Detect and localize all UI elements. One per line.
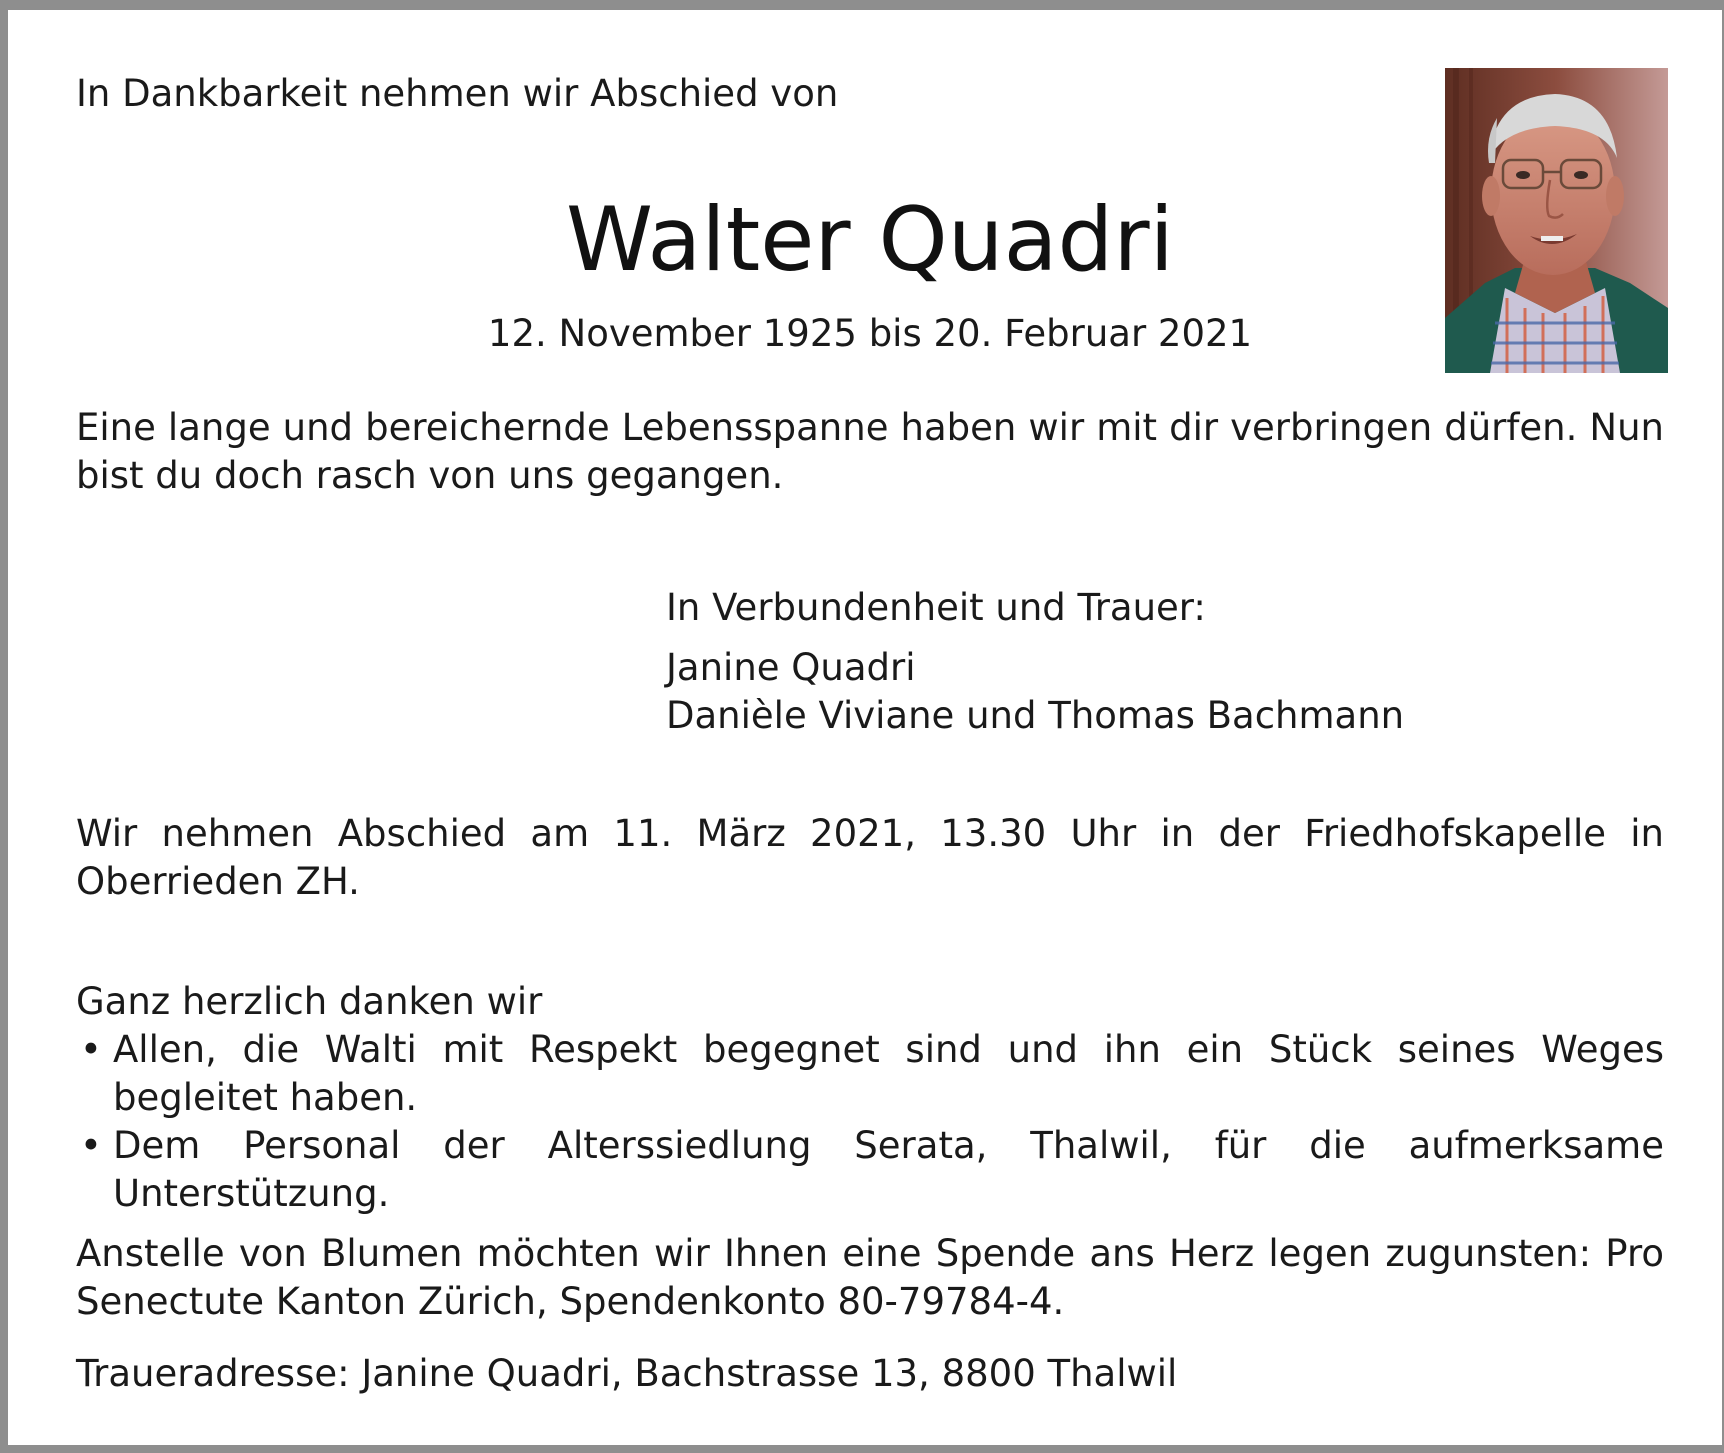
- mourner-name: Danièle Viviane und Thomas Bachmann: [666, 694, 1405, 737]
- thanks-heading: Ganz herzlich danken wir: [76, 980, 543, 1023]
- mourners-heading: In Verbundenheit und Trauer:: [666, 586, 1206, 629]
- life-dates: 12. November 1925 bis 20. Februar 2021: [487, 312, 1253, 355]
- deceased-name: Walter Quadri: [565, 188, 1174, 291]
- thanks-item-text: Allen, die Walti mit Respekt begegnet sind und ihn ein Stück seines Weges begleitet haben.: [113, 1028, 1664, 1119]
- tribute-paragraph: Eine lange und bereichernde Lebensspanne haben wir mit dir verbringen dürfen. Nun bist du doch rasch von uns gegangen.: [76, 406, 1664, 497]
- thanks-item-text: Dem Personal der Alterssiedlung Serata, Thalwil, für die aufmerksame Unterstützung.: [113, 1124, 1664, 1215]
- thanks-item: [76, 1122, 1664, 1218]
- donation-paragraph: Anstelle von Blumen möchten wir Ihnen eine Spende ans Herz legen zugunsten: Pro Senectute Kanton Zürich, Spendenkonto 80-79784-4.: [76, 1232, 1664, 1323]
- mourning-address: Traueradresse: Janine Quadri, Bachstrasse 13, 8800 Thalwil: [76, 1352, 1178, 1395]
- mourners-list: [666, 644, 1404, 740]
- bullet-icon: •: [80, 1028, 102, 1071]
- farewell-paragraph: Wir nehmen Abschied am 11. März 2021, 13.30 Uhr in der Friedhofskapelle in Oberrieden ZH.: [76, 812, 1664, 903]
- intro-line: In Dankbarkeit nehmen wir Abschied von: [76, 72, 839, 115]
- thanks-item: [76, 1026, 1664, 1122]
- mourner-name: Janine Quadri: [666, 646, 916, 689]
- bullet-icon: •: [80, 1124, 102, 1167]
- portrait-photo: [1445, 68, 1668, 373]
- thanks-list: [76, 1026, 1664, 1218]
